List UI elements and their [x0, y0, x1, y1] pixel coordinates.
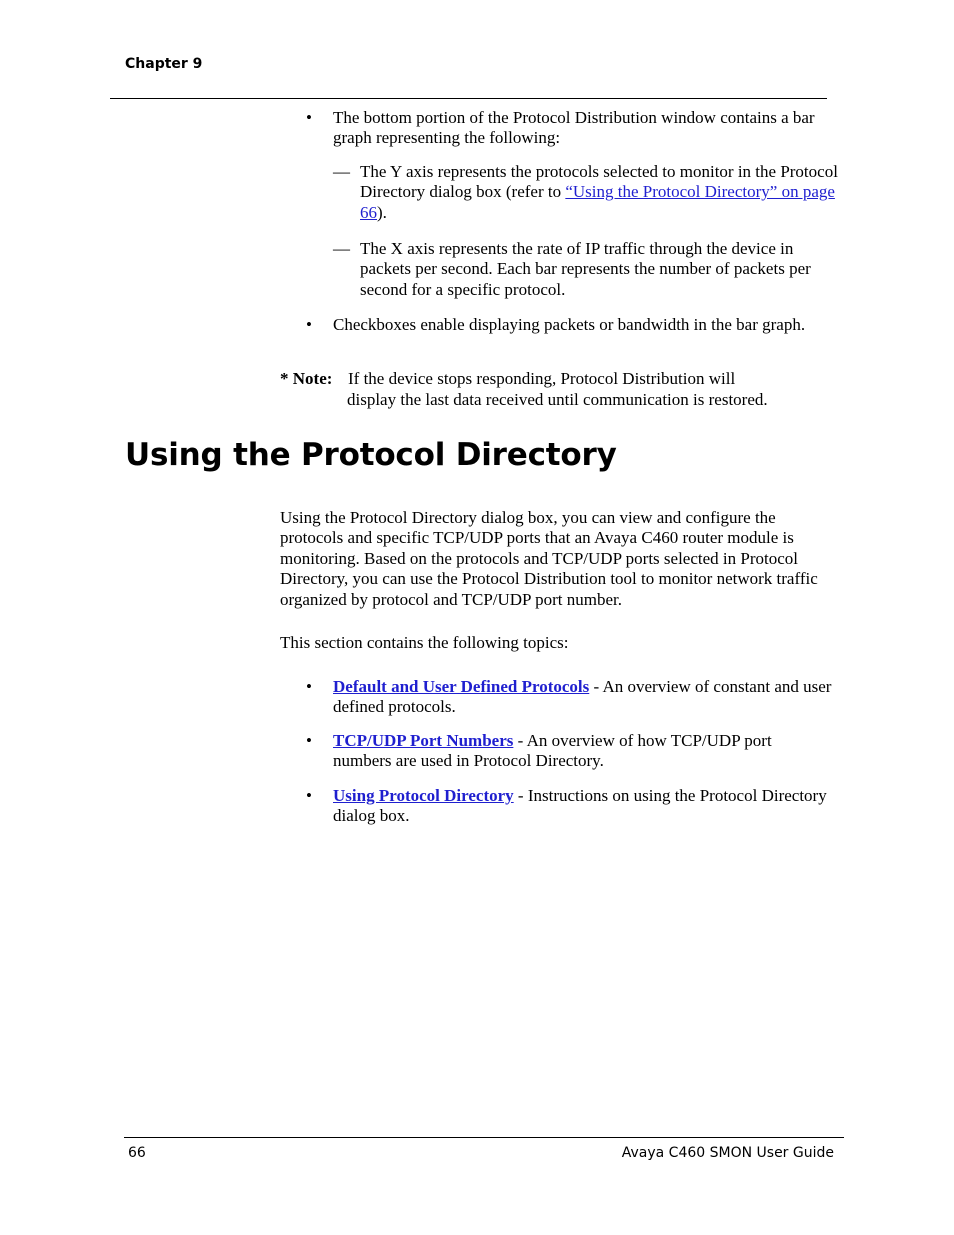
dash-item-y-axis	[360, 162, 842, 223]
footer-rule	[124, 1137, 844, 1138]
guide-title: Avaya C460 SMON User Guide	[621, 1145, 834, 1161]
intro-paragraph: Using the Protocol Directory dialog box, you can view and configure the protocols and specific TCP/UDP ports that an Avaya C460 router module is monitoring. Based on the protocols and TCP/UDP ports selected in Protocol Directory, you can use the Protocol Distribution tool to monitor network traffic organized by protocol and TCP/UDP port number.	[280, 508, 818, 609]
section-heading: Using the Protocol Directory	[125, 437, 617, 473]
header-rule	[110, 98, 827, 99]
topic-item	[333, 731, 833, 772]
note-label: * Note:	[280, 369, 333, 388]
dash-item-x-axis: The X axis represents the rate of IP traffic through the device in packets per second. Each bar represents the number of packets per second for a specific protocol.	[360, 239, 811, 299]
dash-marker: —	[333, 239, 350, 258]
topic-link-default-protocols[interactable]: Default and User Defined Protocols	[333, 677, 590, 696]
bullet-marker: •	[306, 108, 312, 127]
bullet-item-checkboxes: Checkboxes enable displaying packets or bandwidth in the bar graph.	[333, 315, 806, 334]
dash-marker: —	[333, 162, 350, 181]
bullet-item-bar-graph: The bottom portion of the Protocol Distribution window contains a bar graph representing the following:	[333, 108, 815, 148]
topic-description: - An overview of constant and user defined protocols.	[333, 677, 832, 717]
page-number: 66	[128, 1145, 146, 1161]
bullet-marker: •	[306, 786, 312, 805]
bullet-marker: •	[306, 677, 312, 696]
topic-item	[333, 677, 843, 718]
dash-item-y-axis-text: The Y axis represents the protocols selected to monitor in the Protocol Directory dialog box (refer to	[360, 162, 838, 202]
running-head-chapter: Chapter 9	[125, 56, 203, 72]
topic-link-port-numbers[interactable]: TCP/UDP Port Numbers	[333, 731, 514, 750]
note-text-line1: If the device stops responding, Protocol Distribution will	[348, 369, 736, 388]
bullet-marker: •	[306, 315, 312, 334]
topic-description: - An overview of how TCP/UDP port numbers are used in Protocol Directory.	[333, 731, 772, 771]
cross-reference-link[interactable]: “Using the Protocol Directory” on page 66	[360, 182, 835, 222]
topic-description: - Instructions on using the Protocol Directory dialog box.	[333, 786, 827, 826]
dash-item-y-axis-end: ).	[377, 202, 387, 222]
note-text-line2: display the last data received until communication is restored.	[347, 390, 768, 409]
topic-link-using-protocol-directory[interactable]: Using Protocol Directory	[333, 786, 514, 805]
bullet-marker: •	[306, 731, 312, 750]
topic-item	[333, 786, 833, 827]
topics-intro: This section contains the following topics:	[280, 633, 569, 652]
